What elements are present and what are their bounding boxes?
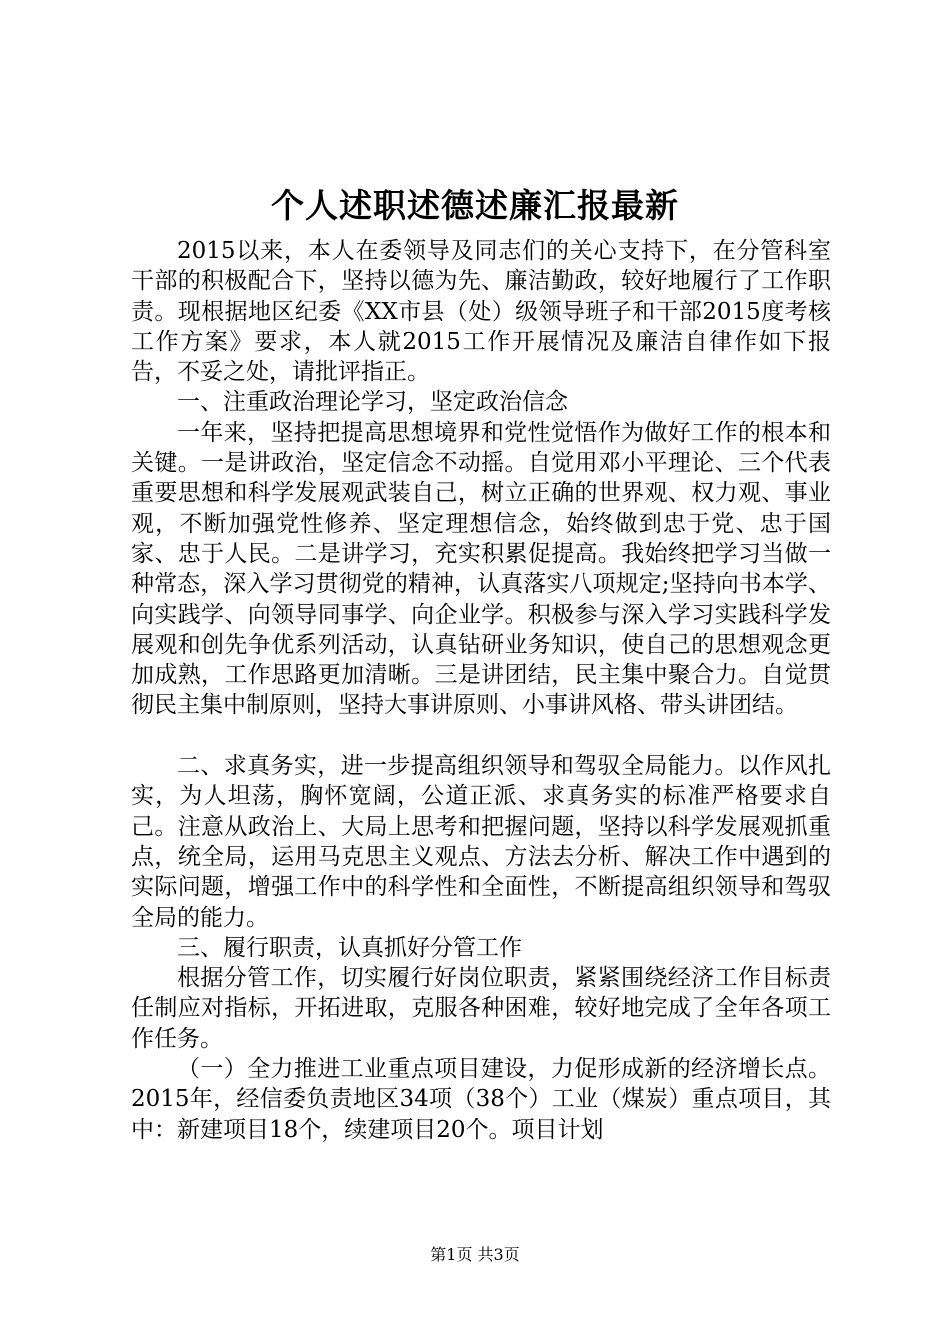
section-2-paragraph: 二、求真务实，进一步提高组织领导和驾驭全局能力。以作风扎实，为人坦荡，胸怀宽阔，公道正派、求真务实的标准严格要求自己。注意从政治上、大局上思考和把握问题，坚持以科学发展观抓重点，统全局，运用马克思主义观点、方法去分析、解决工作中遇到的实际问题，增强工作中的科学性和全面性，不断提高组织领导和驾驭全局的能力。 (131, 753, 831, 931)
intro-paragraph: 2015以来，本人在委领导及同志们的关心支持下，在分管科室干部的积极配合下，坚持以德为先、廉洁勤政，较好地履行了工作职责。现根据地区纪委《XX市县（处）级领导班子和干部2015度考核工作方案》要求，本人就2015工作开展情况及廉洁自律作如下报告，不妥之处，请批评指正。 (131, 238, 831, 386)
section-heading-1: 一、注重政治理论学习，坚定政治信念 (177, 389, 568, 416)
section-heading-3: 三、履行职责，认真抓好分管工作 (177, 934, 522, 961)
section-3-paragraph: 根据分管工作，切实履行好岗位职责，紧紧围绕经济工作目标责任制应对指标，开拓进取，克服各种困难，较好地完成了全年各项工作任务。 (131, 965, 831, 1052)
page-footer: 第1页 共3页 (430, 1245, 520, 1264)
document-title: 个人述职述德述廉汇报最新 (271, 186, 679, 225)
subsection-1-paragraph: （一）全力推进工业重点项目建设，力促形成新的经济增长点。2015年，经信委负责地区34项（38个）工业（煤炭）重点项目，其中：新建项目18个，续建项目20个。项目计划 (131, 1056, 831, 1143)
document-body (131, 236, 831, 1145)
section-1-paragraph: 一年来，坚持把提高思想境界和党性觉悟作为做好工作的根本和关键。一是讲政治，坚定信念不动摇。自觉用邓小平理论、三个代表重要思想和科学发展观武装自己，树立正确的世界观、权力观、事业观，不断加强党性修养、坚定理想信念，始终做到忠于党、忠于国家、忠于人民。二是讲学习，充实积累促提高。我始终把学习当做一种常态，深入学习贯彻党的精神，认真落实八项规定;坚持向书本学、向实践学、向领导同事学、向企业学。积极参与深入学习实践科学发展观和创先争优系列活动，认真钻研业务知识，使自己的思想观念更加成熟，工作思路更加清晰。三是讲团结，民主集中聚合力。自觉贯彻民主集中制原则，坚持大事讲原则、小事讲风格、带头讲团结。 (131, 419, 831, 719)
